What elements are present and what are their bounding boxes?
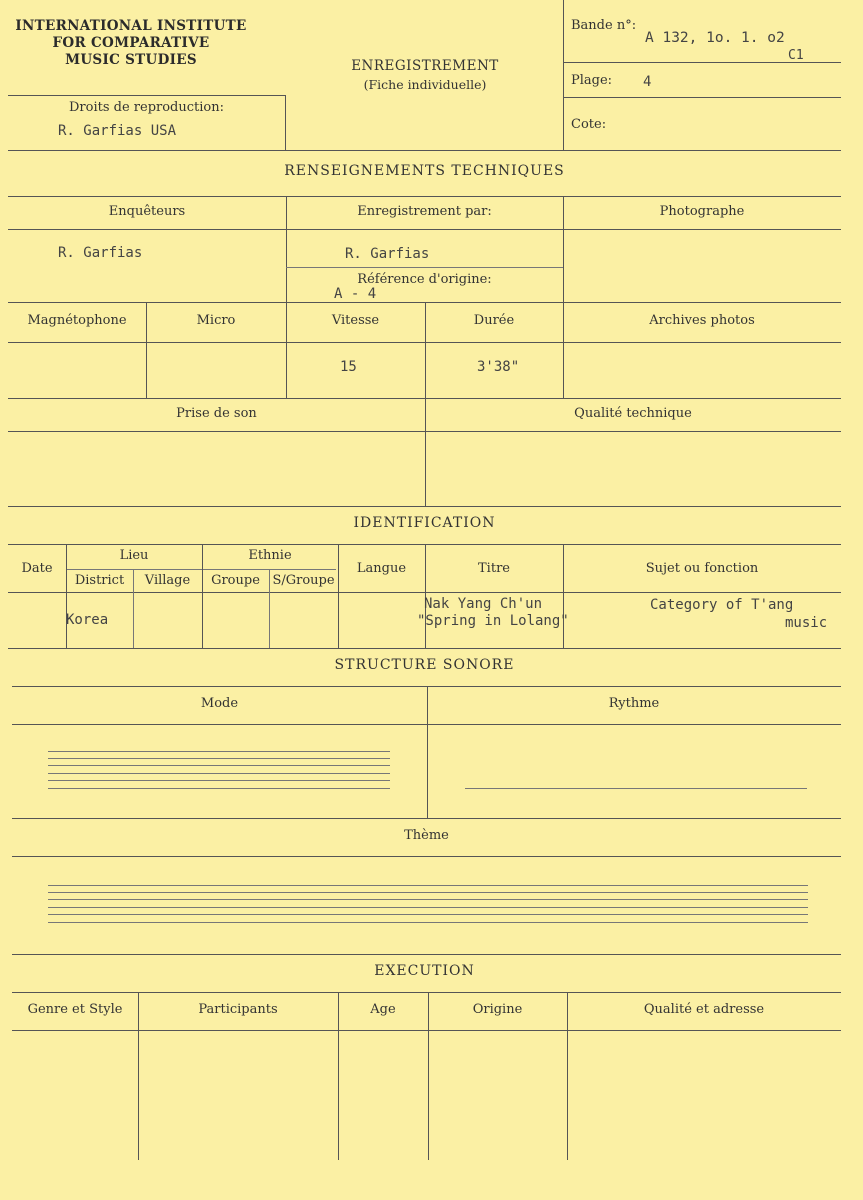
enregistrement-label: Enregistrement par: <box>357 204 492 219</box>
genre-label: Genre et Style <box>27 1002 123 1017</box>
vitesse-label: Vitesse <box>331 313 380 328</box>
groupe-label: Groupe <box>211 573 260 588</box>
origine-label: Origine <box>472 1002 523 1017</box>
bande-sub-value: C1 <box>788 48 804 63</box>
theme-label: Thème <box>404 828 449 843</box>
magnetophone-label: Magnétophone <box>27 313 127 328</box>
reference-label: Référence d'origine: <box>357 272 492 287</box>
cote-label: Cote: <box>571 117 607 132</box>
rythme-label: Rythme <box>608 696 660 711</box>
date-label: Date <box>21 561 53 576</box>
district-value: Korea <box>66 612 109 628</box>
archives-label: Archives photos <box>649 313 755 328</box>
titre-line-1: Nak Yang Ch'un <box>424 596 543 612</box>
prise-label: Prise de son <box>176 406 257 421</box>
duree-label: Durée <box>473 313 515 328</box>
district-label: District <box>74 573 125 588</box>
sujet-line-2: music <box>785 615 828 631</box>
sujet-label: Sujet ou fonction <box>645 561 759 576</box>
institute-line-1: INTERNATIONAL INSTITUTE <box>15 18 247 34</box>
institute-line-3: MUSIC STUDIES <box>65 52 197 68</box>
photographe-label: Photographe <box>659 204 745 219</box>
enregistrement-value: R. Garfias <box>345 246 430 262</box>
sujet-line-1: Category of T'ang <box>650 597 794 613</box>
form-title: ENREGISTREMENT <box>351 58 499 74</box>
bande-label: Bande n°: <box>571 18 637 33</box>
section-structure-title: STRUCTURE SONORE <box>334 657 515 673</box>
lieu-label: Lieu <box>119 548 149 563</box>
enqueteurs-label: Enquêteurs <box>108 204 186 219</box>
village-label: Village <box>144 573 191 588</box>
micro-label: Micro <box>196 313 236 328</box>
institute-name <box>4 18 258 69</box>
titre-label: Titre <box>478 561 510 576</box>
enqueteurs-value: R. Garfias <box>58 245 143 261</box>
droits-value: R. Garfias USA <box>58 123 177 139</box>
section-technique-title: RENSEIGNEMENTS TECHNIQUES <box>284 163 565 179</box>
sgroupe-label: S/Groupe <box>272 573 335 588</box>
reference-value: A - 4 <box>334 286 377 302</box>
participants-label: Participants <box>198 1002 278 1017</box>
titre-line-2: "Spring in Lolang" <box>417 613 569 629</box>
bande-value: A 132, 1o. 1. o2 <box>645 30 785 46</box>
droits-label: Droits de reproduction: <box>68 100 224 115</box>
mode-label: Mode <box>200 696 239 711</box>
institute-line-2: FOR COMPARATIVE <box>52 35 210 51</box>
ethnie-label: Ethnie <box>248 548 292 563</box>
duree-value: 3'38" <box>477 359 520 375</box>
qualite-technique-label: Qualité technique <box>574 406 692 421</box>
section-identification-title: IDENTIFICATION <box>353 515 496 531</box>
section-execution-title: EXECUTION <box>374 963 475 979</box>
langue-label: Langue <box>356 561 407 576</box>
qualite-adresse-label: Qualité et adresse <box>643 1002 765 1017</box>
vitesse-value: 15 <box>340 359 357 375</box>
age-label: Age <box>370 1002 396 1017</box>
plage-label: Plage: <box>571 73 613 88</box>
form-subtitle: (Fiche individuelle) <box>363 77 487 92</box>
plage-value: 4 <box>643 74 652 90</box>
